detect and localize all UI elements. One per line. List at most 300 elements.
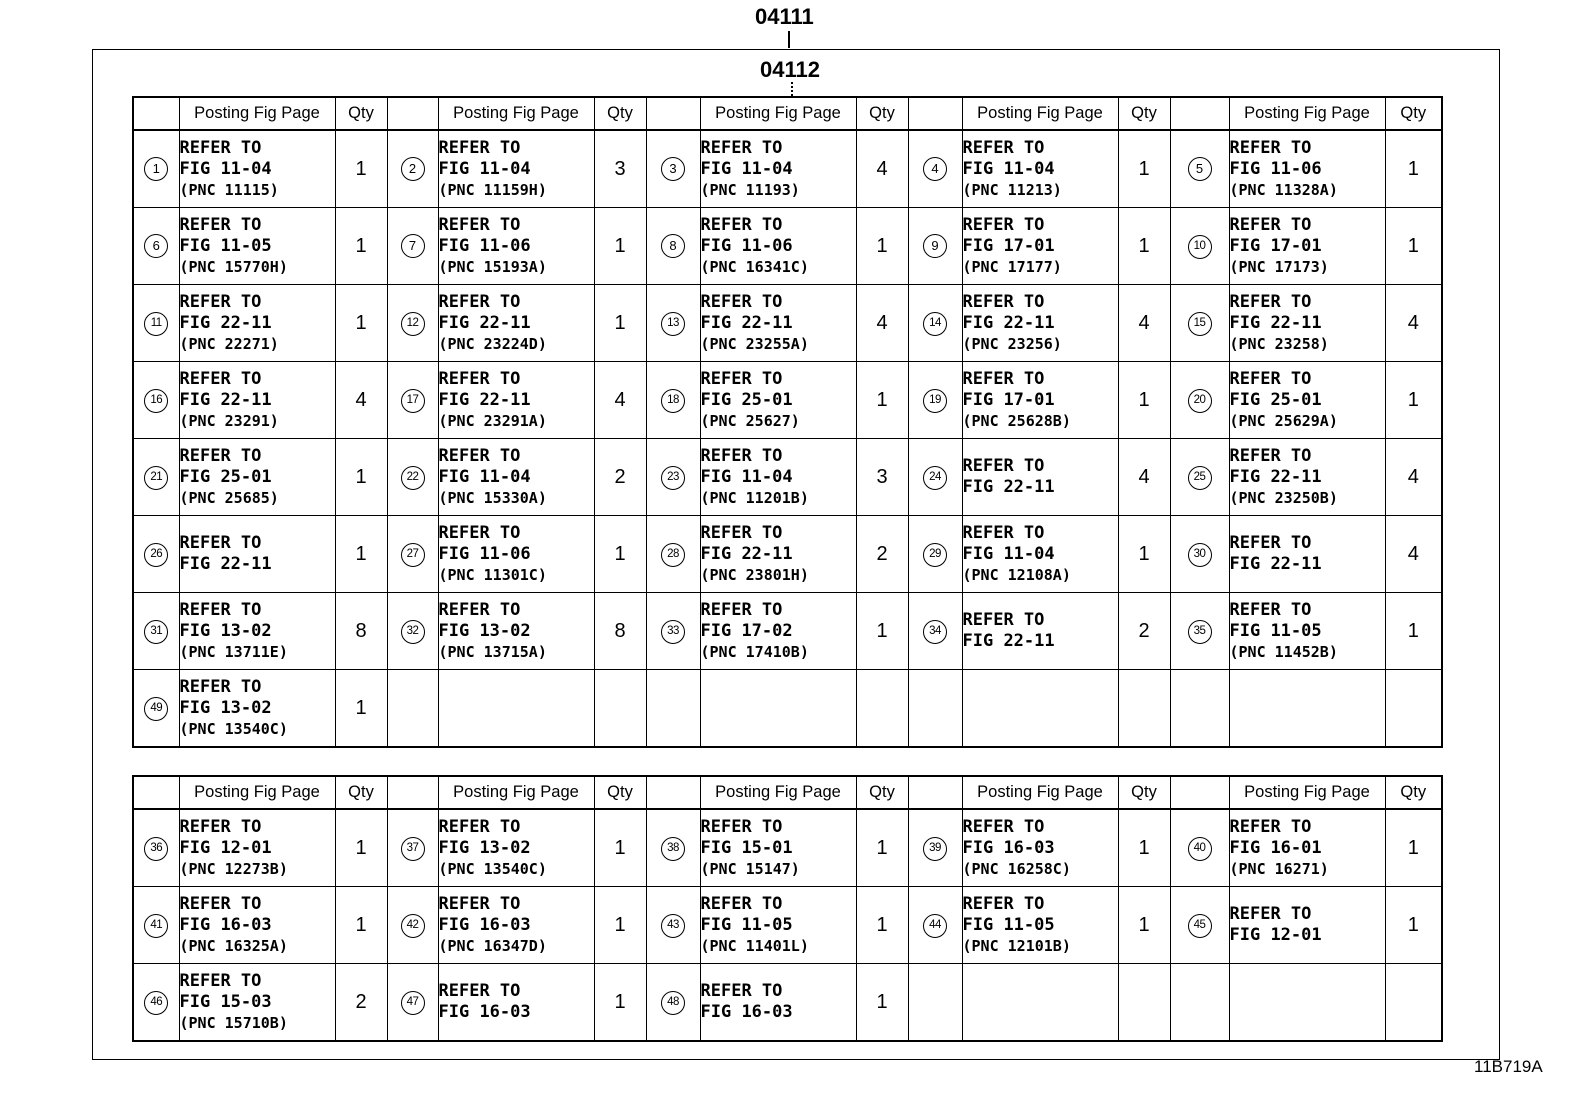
posting-ref-cell <box>962 285 1118 362</box>
callout-number-circle: 2 <box>401 157 425 181</box>
fig-line: FIG 11-04 <box>700 467 793 487</box>
refer-to-line: REFER TO <box>438 138 521 158</box>
qty-cell: 1 <box>1385 887 1442 964</box>
refer-to-line: REFER TO <box>700 981 783 1001</box>
qty-cell: 1 <box>1118 208 1170 285</box>
header-blank-cell <box>646 97 700 130</box>
callout-number-circle: 37 <box>401 837 425 861</box>
header-qty: Qty <box>1118 97 1170 130</box>
item-number-cell <box>908 130 962 208</box>
refer-to-line: REFER TO <box>179 369 262 389</box>
refer-to-line: REFER TO <box>1229 533 1312 553</box>
posting-ref-cell <box>179 285 335 362</box>
header-blank-cell <box>133 776 179 809</box>
refer-to-line: REFER TO <box>1229 446 1312 466</box>
item-number-cell <box>646 887 700 964</box>
callout-number-circle: 3 <box>661 157 685 181</box>
refer-to-line: REFER TO <box>1229 215 1312 235</box>
callout-number-circle: 44 <box>923 914 947 938</box>
callout-number-circle: 42 <box>401 914 425 938</box>
qty-cell: 1 <box>594 516 646 593</box>
pnc-line: (PNC 23255A) <box>700 335 809 353</box>
posting-ref-cell <box>438 964 594 1042</box>
posting-ref-cell <box>700 809 856 887</box>
fig-line: FIG 11-05 <box>179 236 272 256</box>
posting-ref-cell <box>179 208 335 285</box>
refer-to-line: REFER TO <box>1229 904 1312 924</box>
item-number-cell <box>387 439 438 516</box>
header-blank-cell <box>133 97 179 130</box>
item-number-cell <box>646 516 700 593</box>
posting-ref-cell <box>700 362 856 439</box>
item-number-cell <box>133 964 179 1042</box>
item-number-cell <box>646 362 700 439</box>
fig-line: FIG 11-06 <box>1229 159 1322 179</box>
qty-cell: 1 <box>1385 362 1442 439</box>
refer-to-line: REFER TO <box>438 523 521 543</box>
posting-ref-cell <box>1229 809 1385 887</box>
callout-number-circle: 12 <box>401 312 425 336</box>
table-row <box>133 130 1442 208</box>
callout-number-circle: 17 <box>401 389 425 413</box>
item-number-cell <box>1170 439 1229 516</box>
refer-to-line: REFER TO <box>962 138 1045 158</box>
header-posting-fig-page: Posting Fig Page <box>962 776 1118 809</box>
refer-to-line: REFER TO <box>179 533 262 553</box>
callout-number-circle: 24 <box>923 466 947 490</box>
pnc-line: (PNC 11213) <box>962 181 1062 199</box>
item-number-cell <box>387 593 438 670</box>
refer-to-line: REFER TO <box>438 292 521 312</box>
callout-number-circle: 8 <box>661 234 685 258</box>
header-qty: Qty <box>1118 776 1170 809</box>
posting-ref-cell <box>179 809 335 887</box>
item-number-cell <box>646 208 700 285</box>
table-row <box>133 887 1442 964</box>
fig-line: FIG 11-05 <box>962 915 1055 935</box>
pnc-line: (PNC 11301C) <box>438 566 547 584</box>
fig-line: FIG 22-11 <box>179 313 272 333</box>
header-qty: Qty <box>335 776 387 809</box>
pnc-line: (PNC 23250B) <box>1229 489 1338 507</box>
refer-to-line: REFER TO <box>438 894 521 914</box>
callout-number-circle: 36 <box>144 837 168 861</box>
qty-cell: 1 <box>594 887 646 964</box>
header-posting-fig-page: Posting Fig Page <box>438 97 594 130</box>
item-number-cell <box>646 964 700 1042</box>
item-number-cell <box>1170 593 1229 670</box>
qty-cell: 1 <box>335 887 387 964</box>
item-number-cell <box>646 809 700 887</box>
item-number-cell <box>133 516 179 593</box>
header-blank-cell <box>1170 97 1229 130</box>
refer-to-line: REFER TO <box>179 138 262 158</box>
refer-to-line: REFER TO <box>1229 369 1312 389</box>
item-number-cell <box>133 439 179 516</box>
posting-ref-cell <box>438 809 594 887</box>
posting-ref-cell <box>438 130 594 208</box>
item-number-cell <box>133 208 179 285</box>
callout-number-circle: 1 <box>144 157 168 181</box>
item-number-cell <box>908 593 962 670</box>
header-posting-fig-page: Posting Fig Page <box>700 776 856 809</box>
posting-ref-cell <box>179 130 335 208</box>
table-row <box>133 516 1442 593</box>
callout-number-circle: 9 <box>923 234 947 258</box>
refer-to-line: REFER TO <box>179 971 262 991</box>
fig-line: FIG 13-02 <box>179 621 272 641</box>
item-number-cell <box>1170 964 1229 1042</box>
refer-to-line: REFER TO <box>179 894 262 914</box>
item-number-cell <box>1170 516 1229 593</box>
refer-to-line: REFER TO <box>1229 600 1312 620</box>
fig-line: FIG 16-03 <box>962 838 1055 858</box>
item-number-cell <box>133 285 179 362</box>
pnc-line: (PNC 15770H) <box>179 258 288 276</box>
refer-to-line: REFER TO <box>1229 138 1312 158</box>
callout-number-circle: 34 <box>923 620 947 644</box>
item-number-cell <box>387 516 438 593</box>
illustration-code: 11B719A <box>1474 1057 1543 1076</box>
pnc-line: (PNC 11328A) <box>1229 181 1338 199</box>
callout-number-circle: 18 <box>661 389 685 413</box>
fig-line: FIG 16-03 <box>179 915 272 935</box>
item-number-cell <box>908 439 962 516</box>
posting-ref-cell <box>438 208 594 285</box>
fig-line: FIG 11-04 <box>962 159 1055 179</box>
item-number-cell <box>908 362 962 439</box>
item-number-cell <box>1170 130 1229 208</box>
fig-line: FIG 11-04 <box>438 159 531 179</box>
qty-cell: 1 <box>335 670 387 748</box>
header-posting-fig-page: Posting Fig Page <box>1229 776 1385 809</box>
item-number-cell <box>387 285 438 362</box>
qty-cell: 8 <box>594 593 646 670</box>
posting-ref-cell <box>179 516 335 593</box>
callout-number-circle: 15 <box>1188 312 1212 336</box>
header-qty: Qty <box>594 97 646 130</box>
reference-table-upper <box>132 96 1443 748</box>
pnc-line: (PNC 25685) <box>179 489 279 507</box>
header-qty: Qty <box>1385 776 1442 809</box>
fig-line: FIG 22-11 <box>179 390 272 410</box>
qty-cell: 4 <box>856 285 908 362</box>
callout-number-circle: 23 <box>661 466 685 490</box>
qty-cell: 1 <box>335 285 387 362</box>
refer-to-line: REFER TO <box>700 894 783 914</box>
qty-cell: 4 <box>1385 516 1442 593</box>
qty-cell: 1 <box>594 285 646 362</box>
posting-ref-cell <box>438 285 594 362</box>
posting-ref-cell <box>438 670 594 748</box>
refer-to-line: REFER TO <box>962 523 1045 543</box>
item-number-cell <box>133 887 179 964</box>
pnc-line: (PNC 23256) <box>962 335 1062 353</box>
callout-number-circle: 28 <box>661 543 685 567</box>
item-number-cell <box>646 593 700 670</box>
item-number-cell <box>387 208 438 285</box>
callout-number-circle: 6 <box>144 234 168 258</box>
posting-ref-cell <box>962 362 1118 439</box>
assembly-code-outer: 04111 <box>755 4 814 29</box>
refer-to-line: REFER TO <box>1229 817 1312 837</box>
qty-cell: 2 <box>1118 593 1170 670</box>
posting-ref-cell <box>700 964 856 1042</box>
callout-number-circle: 45 <box>1188 914 1212 938</box>
pnc-line: (PNC 12101B) <box>962 937 1071 955</box>
fig-line: FIG 16-03 <box>438 1002 531 1022</box>
qty-cell: 1 <box>335 809 387 887</box>
reference-table-lower <box>132 775 1443 1042</box>
table-row <box>133 208 1442 285</box>
fig-line: FIG 13-02 <box>438 621 531 641</box>
callout-number-circle: 26 <box>144 543 168 567</box>
callout-number-circle: 19 <box>923 389 947 413</box>
fig-line: FIG 25-01 <box>1229 390 1322 410</box>
qty-cell: 2 <box>335 964 387 1042</box>
qty-cell <box>594 670 646 748</box>
fig-line: FIG 22-11 <box>438 390 531 410</box>
item-number-cell <box>908 964 962 1042</box>
fig-line: FIG 11-06 <box>700 236 793 256</box>
fig-line: FIG 22-11 <box>1229 467 1322 487</box>
qty-cell: 1 <box>1118 516 1170 593</box>
fig-line: FIG 15-03 <box>179 992 272 1012</box>
pnc-line: (PNC 11401L) <box>700 937 809 955</box>
table-row <box>133 809 1442 887</box>
callout-number-circle: 40 <box>1188 837 1212 861</box>
table-header-row <box>133 776 1442 809</box>
posting-ref-cell <box>962 516 1118 593</box>
posting-ref-cell <box>179 670 335 748</box>
item-number-cell <box>133 130 179 208</box>
qty-cell: 1 <box>594 964 646 1042</box>
qty-cell: 1 <box>335 516 387 593</box>
pnc-line: (PNC 16258C) <box>962 860 1071 878</box>
fig-line: FIG 13-02 <box>438 838 531 858</box>
header-posting-fig-page: Posting Fig Page <box>962 97 1118 130</box>
callout-number-circle: 10 <box>1188 235 1212 259</box>
fig-line: FIG 22-11 <box>962 313 1055 333</box>
item-number-cell <box>133 809 179 887</box>
qty-cell: 1 <box>856 887 908 964</box>
fig-line: FIG 11-04 <box>438 467 531 487</box>
callout-number-circle: 41 <box>144 914 168 938</box>
posting-ref-cell <box>438 516 594 593</box>
posting-ref-cell <box>962 439 1118 516</box>
refer-to-line: REFER TO <box>700 523 783 543</box>
callout-number-circle: 4 <box>923 157 947 181</box>
qty-cell <box>856 670 908 748</box>
refer-to-line: REFER TO <box>179 677 262 697</box>
callout-number-circle: 46 <box>144 991 168 1015</box>
callout-number-circle: 25 <box>1188 466 1212 490</box>
refer-to-line: REFER TO <box>179 215 262 235</box>
qty-cell: 4 <box>856 130 908 208</box>
pnc-line: (PNC 16341C) <box>700 258 809 276</box>
posting-ref-cell <box>179 362 335 439</box>
callout-number-circle: 38 <box>661 837 685 861</box>
refer-to-line: REFER TO <box>179 292 262 312</box>
leader-line-dotted <box>791 82 793 96</box>
posting-ref-cell <box>179 964 335 1042</box>
qty-cell: 1 <box>856 593 908 670</box>
pnc-line: (PNC 23291A) <box>438 412 547 430</box>
fig-line: FIG 11-05 <box>1229 621 1322 641</box>
fig-line: FIG 17-02 <box>700 621 793 641</box>
item-number-cell <box>133 593 179 670</box>
posting-ref-cell <box>1229 285 1385 362</box>
pnc-line: (PNC 11193) <box>700 181 800 199</box>
item-number-cell <box>908 285 962 362</box>
fig-line: FIG 11-06 <box>438 236 531 256</box>
pnc-line: (PNC 13711E) <box>179 643 288 661</box>
item-number-cell <box>1170 285 1229 362</box>
pnc-line: (PNC 11201B) <box>700 489 809 507</box>
refer-to-line: REFER TO <box>962 215 1045 235</box>
posting-ref-cell <box>179 593 335 670</box>
pnc-line: (PNC 15330A) <box>438 489 547 507</box>
qty-cell <box>1118 964 1170 1042</box>
refer-to-line: REFER TO <box>700 215 783 235</box>
pnc-line: (PNC 23258) <box>1229 335 1329 353</box>
pnc-line: (PNC 17173) <box>1229 258 1329 276</box>
pnc-line: (PNC 13715A) <box>438 643 547 661</box>
item-number-cell <box>908 516 962 593</box>
item-number-cell <box>387 809 438 887</box>
callout-number-circle: 35 <box>1188 620 1212 644</box>
fig-line: FIG 12-01 <box>1229 925 1322 945</box>
pnc-line: (PNC 25629A) <box>1229 412 1338 430</box>
fig-line: FIG 12-01 <box>179 838 272 858</box>
qty-cell: 4 <box>1118 285 1170 362</box>
item-number-cell <box>908 887 962 964</box>
refer-to-line: REFER TO <box>438 446 521 466</box>
item-number-cell <box>646 130 700 208</box>
qty-cell: 1 <box>1118 887 1170 964</box>
pnc-line: (PNC 11452B) <box>1229 643 1338 661</box>
posting-ref-cell <box>179 439 335 516</box>
item-number-cell <box>1170 887 1229 964</box>
pnc-line: (PNC 15710B) <box>179 1014 288 1032</box>
qty-cell: 1 <box>1385 809 1442 887</box>
qty-cell: 3 <box>594 130 646 208</box>
item-number-cell <box>133 362 179 439</box>
header-qty: Qty <box>856 776 908 809</box>
fig-line: FIG 16-03 <box>438 915 531 935</box>
pnc-line: (PNC 15193A) <box>438 258 547 276</box>
item-number-cell <box>1170 809 1229 887</box>
qty-cell: 1 <box>856 964 908 1042</box>
callout-number-circle: 31 <box>144 620 168 644</box>
posting-ref-cell <box>962 809 1118 887</box>
qty-cell: 1 <box>856 809 908 887</box>
qty-cell: 4 <box>1385 439 1442 516</box>
table-row <box>133 285 1442 362</box>
refer-to-line: REFER TO <box>1229 292 1312 312</box>
pnc-line: (PNC 25628B) <box>962 412 1071 430</box>
posting-ref-cell <box>1229 593 1385 670</box>
pnc-line: (PNC 17410B) <box>700 643 809 661</box>
callout-number-circle: 21 <box>144 466 168 490</box>
item-number-cell <box>387 964 438 1042</box>
qty-cell: 1 <box>1118 809 1170 887</box>
posting-ref-cell <box>700 130 856 208</box>
refer-to-line: REFER TO <box>700 600 783 620</box>
refer-to-line: REFER TO <box>438 215 521 235</box>
posting-ref-cell <box>1229 362 1385 439</box>
callout-number-circle: 16 <box>144 389 168 413</box>
pnc-line: (PNC 23224D) <box>438 335 547 353</box>
fig-line: FIG 11-04 <box>179 159 272 179</box>
qty-cell: 1 <box>1118 130 1170 208</box>
posting-ref-cell <box>962 593 1118 670</box>
posting-ref-cell <box>1229 887 1385 964</box>
refer-to-line: REFER TO <box>438 981 521 1001</box>
item-number-cell <box>646 670 700 748</box>
qty-cell: 3 <box>856 439 908 516</box>
posting-ref-cell <box>962 130 1118 208</box>
posting-ref-cell <box>438 887 594 964</box>
item-number-cell <box>387 130 438 208</box>
fig-line: FIG 11-05 <box>700 915 793 935</box>
posting-ref-cell <box>1229 964 1385 1042</box>
callout-number-circle: 5 <box>1188 157 1212 181</box>
header-posting-fig-page: Posting Fig Page <box>1229 97 1385 130</box>
pnc-line: (PNC 13540C) <box>438 860 547 878</box>
callout-number-circle: 29 <box>923 543 947 567</box>
pnc-line: (PNC 13540C) <box>179 720 288 738</box>
refer-to-line: REFER TO <box>438 817 521 837</box>
posting-ref-cell <box>700 208 856 285</box>
qty-cell: 4 <box>1118 439 1170 516</box>
header-blank-cell <box>1170 776 1229 809</box>
callout-number-circle: 11 <box>144 312 168 336</box>
callout-number-circle: 30 <box>1188 543 1212 567</box>
pnc-line: (PNC 23801H) <box>700 566 809 584</box>
refer-to-line: REFER TO <box>179 600 262 620</box>
fig-line: FIG 22-11 <box>962 477 1055 497</box>
refer-to-line: REFER TO <box>700 292 783 312</box>
item-number-cell <box>646 439 700 516</box>
table-row <box>133 964 1442 1042</box>
posting-ref-cell <box>700 670 856 748</box>
refer-to-line: REFER TO <box>700 369 783 389</box>
item-number-cell <box>1170 208 1229 285</box>
posting-ref-cell <box>962 670 1118 748</box>
refer-to-line: REFER TO <box>962 292 1045 312</box>
posting-ref-cell <box>1229 439 1385 516</box>
table-row <box>133 439 1442 516</box>
refer-to-line: REFER TO <box>438 369 521 389</box>
callout-number-circle: 22 <box>401 466 425 490</box>
pnc-line: (PNC 23291) <box>179 412 279 430</box>
item-number-cell <box>387 362 438 439</box>
fig-line: FIG 22-11 <box>179 554 272 574</box>
posting-ref-cell <box>962 887 1118 964</box>
posting-ref-cell <box>1229 208 1385 285</box>
item-number-cell <box>1170 670 1229 748</box>
fig-line: FIG 13-02 <box>179 698 272 718</box>
qty-cell: 2 <box>594 439 646 516</box>
qty-cell: 4 <box>1385 285 1442 362</box>
qty-cell: 1 <box>856 362 908 439</box>
qty-cell: 1 <box>335 130 387 208</box>
qty-cell: 8 <box>335 593 387 670</box>
header-blank-cell <box>387 776 438 809</box>
refer-to-line: REFER TO <box>700 446 783 466</box>
assembly-code-inner: 04112 <box>760 57 820 82</box>
